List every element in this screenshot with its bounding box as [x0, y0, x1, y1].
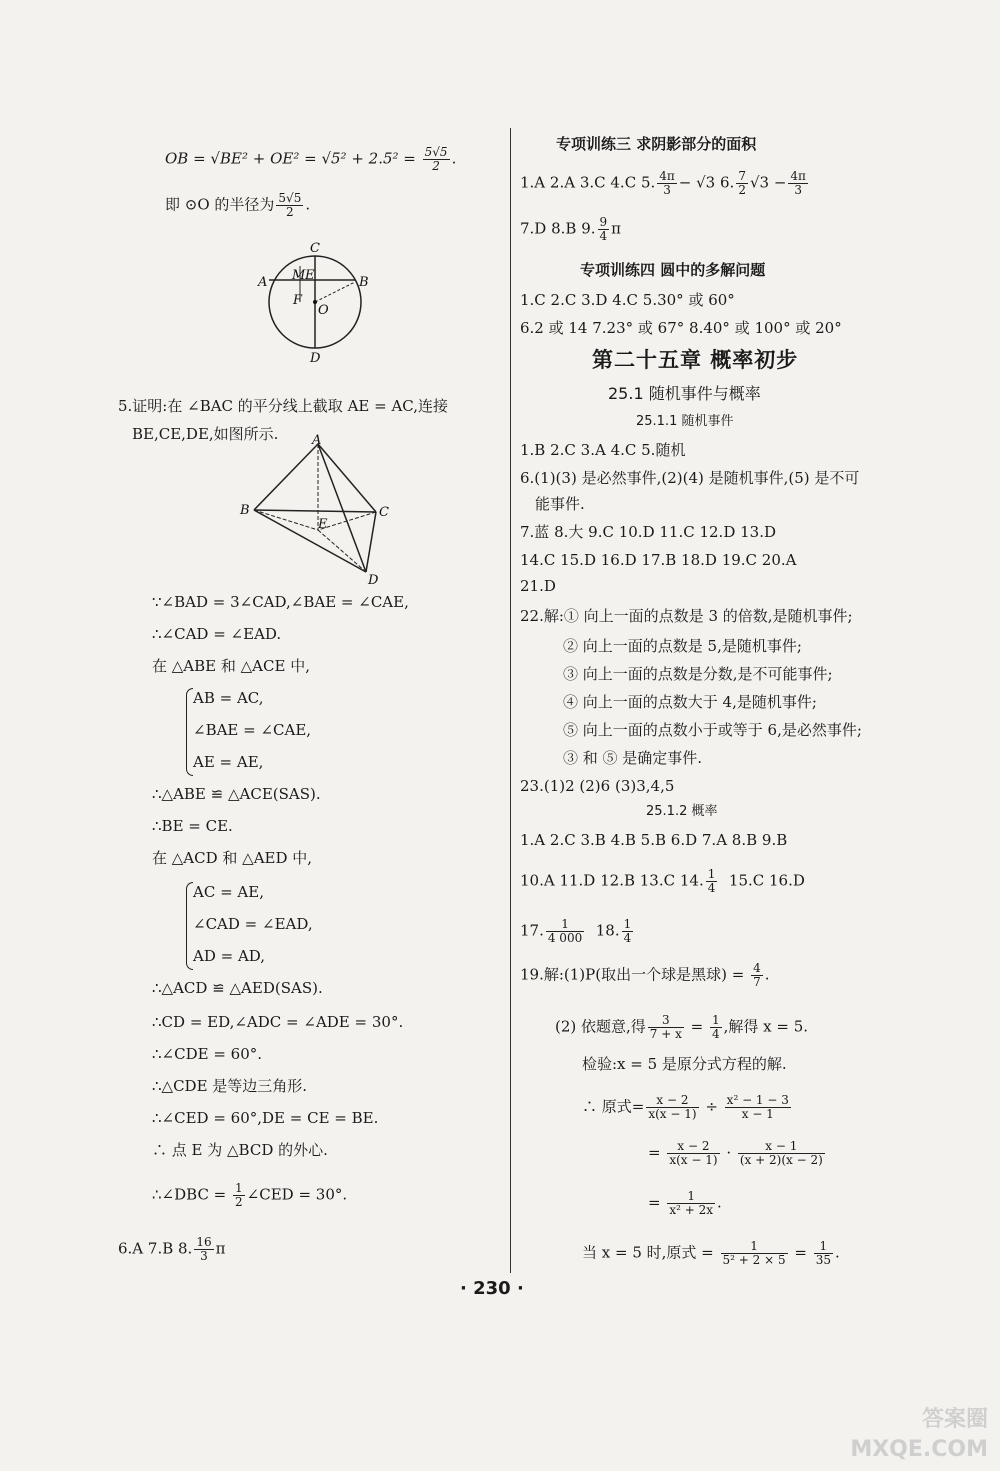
answer-line: 6.2 或 14 7.23° 或 67° 8.40° 或 100° 或 20° — [520, 319, 842, 337]
step: AD = AD, — [193, 947, 266, 965]
answer-line: ③ 向上一面的点数是分数,是不可能事件; — [563, 665, 833, 683]
label-m: M — [292, 268, 306, 283]
ob-equation: OB = √BE² + OE² = √5² + 2.5² = $\frac{5√5}{2}$ . — [165, 145, 457, 173]
brace — [186, 882, 193, 970]
answer-line: 21.D — [520, 577, 556, 595]
step: ∴CD = ED,∠ADC = ∠ADE = 30°. — [152, 1013, 404, 1031]
section-title: 专项训练三 求阴影部分的面积 — [556, 135, 757, 153]
fraction: $\frac{16}{3}$ — [196, 1235, 212, 1263]
label-d: D — [310, 351, 321, 366]
label-a: A — [312, 433, 322, 448]
section-heading: 25.1 随机事件与概率 — [608, 384, 761, 403]
q5-line1: 5.证明:在 ∠BAC 的平分线上截取 AE = AC,连接 — [118, 397, 449, 415]
subsection-heading: 25.1.1 随机事件 — [636, 414, 734, 429]
step: ∴∠CAD = ∠EAD. — [152, 625, 282, 643]
step: ∠BAE = ∠CAE, — [193, 721, 312, 739]
answer-line: 17. $\frac{1}{4 000}$ 18. $\frac{1}{4}$ — [520, 917, 632, 945]
step: ∴△ABE ≌ △ACE(SAS). — [152, 785, 321, 803]
brace — [186, 688, 193, 776]
answer-line: 10.A 11.D 12.B 13.C 14. $\frac{1}{4}$ 15.C 16.D — [520, 867, 805, 895]
label-e: E — [305, 268, 315, 283]
step: AB = AC, — [193, 689, 264, 707]
circle-figure — [255, 238, 385, 368]
fraction: $\frac{5√5}{2}$ — [424, 145, 448, 173]
watermark: 答案圈 MXQE.COM — [850, 1407, 988, 1462]
chapter-title: 第二十五章 概率初步 — [592, 348, 799, 372]
answer-line: 22.解:① 向上一面的点数是 3 的倍数,是随机事件; — [520, 607, 853, 625]
step: ∠CAD = ∠EAD, — [193, 915, 313, 933]
section-title: 专项训练四 圆中的多解问题 — [580, 261, 766, 279]
label-c: C — [379, 505, 389, 520]
step: ∴△ACD ≌ △AED(SAS). — [152, 979, 323, 997]
step: 在 △ABE 和 △ACE 中, — [152, 657, 310, 675]
answer-line: 1.B 2.C 3.A 4.C 5.随机 — [520, 441, 686, 459]
answer-line: 检验:x = 5 是原分式方程的解. — [582, 1055, 787, 1073]
answer-line: = $\frac{1}{\text{x² + 2x}}$ . — [648, 1189, 722, 1217]
answer-line: ∴ 原式= $\frac{x - 2}{x(x - 1)}$ ÷ $\frac{\text{x² − 1 − 3}}{x - 1}$ — [582, 1093, 789, 1121]
label-f: F — [293, 293, 303, 308]
answer-line: 当 x = 5 时,原式 = $\frac{1}{\text{5² + 2 × 5}}$ = $\frac{1}{35}$ . — [582, 1239, 840, 1267]
label-e: E — [318, 517, 328, 532]
step: ∴∠CDE = 60°. — [152, 1045, 263, 1063]
step: AE = AE, — [193, 753, 264, 771]
answer-line: ④ 向上一面的点数大于 4,是随机事件; — [563, 693, 817, 711]
step: ∴∠CED = 60°,DE = CE = BE. — [152, 1109, 379, 1127]
step: ∴△CDE 是等边三角形. — [152, 1077, 308, 1095]
answer-line: = $\frac{x - 2}{x(x - 1)}$ · $\frac{x - 1}{(x + 2)(x - 2)}$ — [648, 1139, 823, 1167]
tetrahedron-figure — [234, 432, 394, 590]
subsection-heading: 25.1.2 概率 — [646, 804, 718, 819]
page-number: · 230 · — [460, 1278, 524, 1299]
answer-line: 14.C 15.D 16.D 17.B 18.D 19.C 20.A — [520, 551, 797, 569]
q5-line2: BE,CE,DE,如图所示. — [132, 425, 279, 443]
step-dbc: ∴∠DBC = $\frac{1}{2}$ ∠CED = 30°. — [152, 1181, 348, 1209]
radius-statement: 即 ⊙O 的半径为 $\frac{5√5}{2}$ . — [165, 191, 311, 219]
answer-line: 7.蓝 8.大 9.C 10.D 11.C 12.D 13.D — [520, 523, 776, 541]
fraction: $\frac{1}{2}$ — [235, 1181, 243, 1209]
answer-line: (2) 依题意,得 $\frac{3}{7 + x}$ = $\frac{1}{4}$ ,解得 x = 5. — [555, 1013, 809, 1041]
answer-line: 1.C 2.C 3.D 4.C 5.30° 或 60° — [520, 291, 735, 309]
answer-line: 6.(1)(3) 是必然事件,(2)(4) 是随机事件,(5) 是不可 — [520, 469, 860, 487]
label-b: B — [359, 275, 369, 290]
answer-line: 23.(1)2 (2)6 (3)3,4,5 — [520, 777, 675, 795]
step: ∴ 点 E 为 △BCD 的外心. — [152, 1141, 328, 1159]
answer-line: 1.A 2.A 3.C 4.C 5. $\frac{4\pi}{3}$ − √3 6. $\frac{7}{2}$ √3 − $\frac{4\pi}{3}$ — [520, 169, 806, 197]
answer-line: ⑤ 向上一面的点数小于或等于 6,是必然事件; — [563, 721, 862, 739]
step: ∴BE = CE. — [152, 817, 233, 835]
column-divider — [510, 128, 511, 1273]
answer-line: ③ 和 ⑤ 是确定事件. — [563, 749, 703, 767]
answer-line: 7.D 8.B 9. $\frac{9}{4}$ π — [520, 215, 622, 243]
step: 在 △ACD 和 △AED 中, — [152, 849, 313, 867]
label-b: B — [240, 503, 250, 518]
q6-8: 6.A 7.B 8. $\frac{16}{3}$ π — [118, 1235, 226, 1263]
answer-line: 能事件. — [535, 495, 585, 513]
step: ∵∠BAD = 3∠CAD,∠BAE = ∠CAE, — [152, 593, 409, 611]
label-c: C — [310, 241, 320, 256]
answer-line: ② 向上一面的点数是 5,是随机事件; — [563, 637, 802, 655]
label-a: A — [258, 275, 268, 290]
fraction: $\frac{5√5}{2}$ — [278, 191, 302, 219]
answer-line: 19.解:(1)P(取出一个球是黑球) = $\frac{4}{7}$ . — [520, 961, 770, 989]
step: AC = AE, — [193, 883, 264, 901]
answer-line: 1.A 2.C 3.B 4.B 5.B 6.D 7.A 8.B 9.B — [520, 831, 788, 849]
label-o: O — [318, 303, 329, 318]
label-d: D — [368, 573, 379, 588]
